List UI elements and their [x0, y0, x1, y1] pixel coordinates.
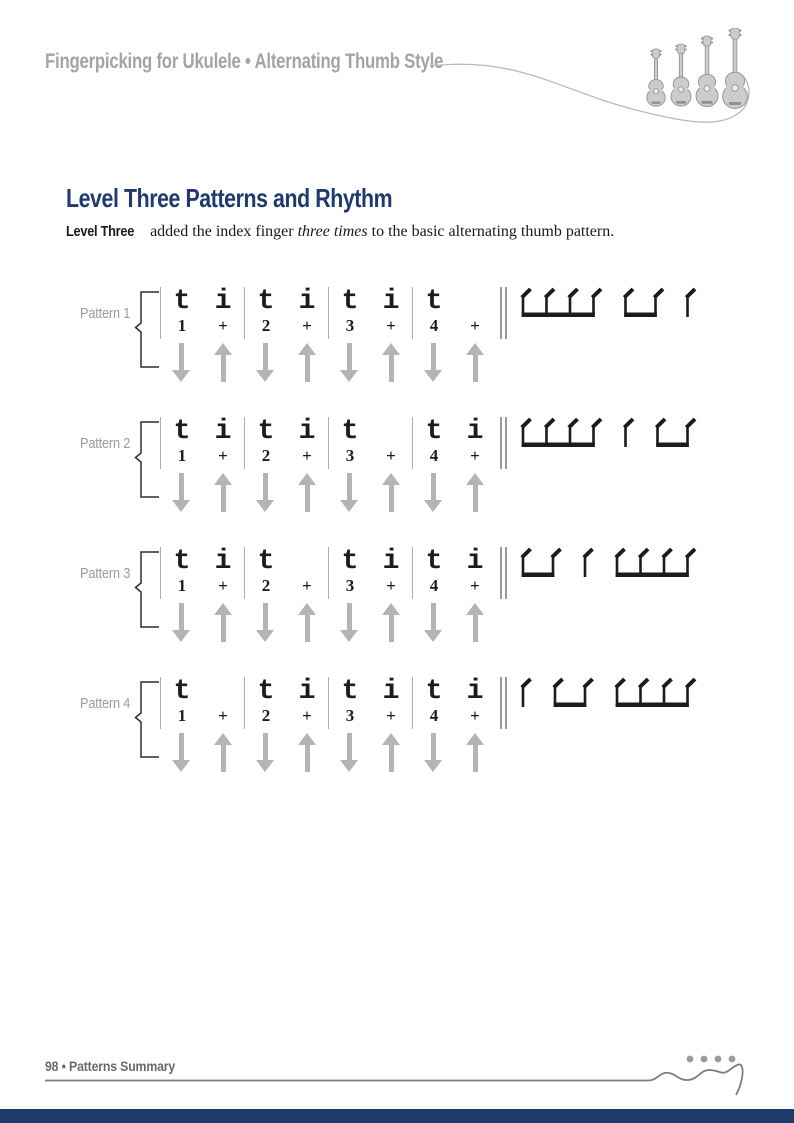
up-strum-arrow-icon: [298, 473, 316, 512]
finger-letter: t: [173, 286, 191, 317]
beat-count: 4: [429, 706, 439, 725]
beat-cell: [244, 677, 287, 729]
beat-cell: [370, 287, 412, 339]
finger-letter: t: [425, 546, 443, 577]
footer-section-name: Patterns Summary: [69, 1058, 176, 1074]
finger-letter: t: [341, 286, 359, 317]
beat-cell: [244, 547, 287, 599]
beat-count: 1: [177, 446, 187, 465]
down-strum-arrow-icon: [172, 343, 190, 382]
intro-text: to the basic alternating thumb pattern.: [367, 223, 615, 240]
pattern-label: Pattern 4: [80, 695, 131, 712]
intro-text: added the index finger: [146, 223, 298, 240]
up-strum-arrow-icon: [298, 343, 316, 382]
beat-count: 1: [177, 706, 187, 725]
down-strum-arrow-icon: [256, 343, 274, 382]
up-strum-arrow-icon: [382, 473, 400, 512]
ukulele-icon: [696, 36, 718, 107]
up-strum-arrow-icon: [382, 733, 400, 772]
finger-letter: t: [341, 546, 359, 577]
beat-cell: [412, 287, 455, 339]
finger-letter: t: [257, 416, 275, 447]
notation-grid: [160, 417, 496, 469]
pattern-bracket-icon: [134, 291, 160, 369]
down-strum-arrow-icon: [424, 343, 442, 382]
header-decoration: [418, 28, 794, 140]
beat-count: 4: [429, 316, 439, 335]
beat-cell: [202, 677, 244, 729]
double-barline: [500, 417, 509, 469]
down-strum-arrow-icon: [340, 603, 358, 642]
down-strum-arrow-icon: [424, 603, 442, 642]
pattern-bracket-icon: [134, 421, 160, 499]
down-strum-arrow-icon: [424, 733, 442, 772]
ukulele-icon: [671, 44, 691, 106]
beat-cell: [244, 287, 287, 339]
beat-cell: [244, 417, 287, 469]
intro-emphasis: three times: [297, 223, 368, 240]
up-strum-arrow-icon: [214, 603, 232, 642]
finger-letter: i: [298, 416, 316, 447]
beat-cell: [160, 547, 203, 599]
ukulele-icon: [723, 28, 748, 109]
ukulele-icon: [647, 49, 665, 106]
pattern-row: [0, 277, 794, 407]
page-number: 98: [45, 1058, 59, 1074]
finger-letter: t: [425, 676, 443, 707]
notation-grid: [160, 287, 496, 339]
pattern-row: [0, 407, 794, 537]
tuning-peg-dots: [687, 1056, 736, 1063]
finger-letter: t: [257, 286, 275, 317]
beat-count: +: [386, 706, 396, 725]
pattern-label: Pattern 3: [80, 565, 131, 582]
beat-count: +: [302, 316, 312, 335]
down-strum-arrow-icon: [256, 603, 274, 642]
pattern-bracket-icon: [134, 681, 160, 759]
up-strum-arrow-icon: [214, 733, 232, 772]
beat-count: 2: [261, 446, 271, 465]
beat-cell: [202, 417, 244, 469]
beat-cell: [412, 547, 455, 599]
finger-letter: i: [466, 676, 484, 707]
beat-cell: [328, 417, 371, 469]
finger-letter: i: [382, 286, 400, 317]
notation-grid: [160, 547, 496, 599]
beat-cell: [328, 547, 371, 599]
beat-cell: [160, 287, 203, 339]
finger-letter: i: [466, 416, 484, 447]
beat-cell: [328, 287, 371, 339]
finger-letter: i: [214, 546, 232, 577]
finger-letter: i: [382, 546, 400, 577]
bottom-accent-bar: [0, 1109, 794, 1123]
finger-letter: [202, 677, 244, 707]
beat-cell: [454, 677, 496, 729]
beat-cell: [454, 547, 496, 599]
finger-letter: i: [214, 286, 232, 317]
beat-cell: [202, 547, 244, 599]
up-strum-arrow-icon: [298, 733, 316, 772]
beat-count: 3: [345, 446, 355, 465]
intro-paragraph: [66, 223, 614, 241]
finger-letter: i: [466, 546, 484, 577]
rhythm-notation: [518, 407, 718, 453]
down-strum-arrow-icon: [172, 733, 190, 772]
book-title: Fingerpicking for Ukulele • Alternating Thumb Style: [45, 50, 444, 73]
up-strum-arrow-icon: [466, 343, 484, 382]
up-strum-arrow-icon: [466, 733, 484, 772]
strum-arrows: [160, 473, 496, 512]
footer-rule-line: [45, 1064, 743, 1095]
up-strum-arrow-icon: [382, 343, 400, 382]
up-strum-arrow-icon: [298, 603, 316, 642]
beat-count: 2: [261, 316, 271, 335]
strum-arrows: [160, 343, 496, 382]
pattern-row: [0, 537, 794, 667]
beat-cell: [160, 417, 203, 469]
double-barline: [500, 547, 509, 599]
down-strum-arrow-icon: [256, 733, 274, 772]
up-strum-arrow-icon: [382, 603, 400, 642]
beat-count: +: [218, 446, 228, 465]
beat-count: +: [218, 706, 228, 725]
finger-letter: t: [425, 286, 443, 317]
beat-count: 1: [177, 316, 187, 335]
beat-count: 4: [429, 576, 439, 595]
beat-count: +: [302, 446, 312, 465]
beat-count: 3: [345, 576, 355, 595]
pattern-label: Pattern 2: [80, 435, 131, 452]
beat-cell: [370, 677, 412, 729]
beat-cell: [370, 417, 412, 469]
up-strum-arrow-icon: [214, 473, 232, 512]
finger-letter: t: [341, 416, 359, 447]
finger-letter: i: [382, 676, 400, 707]
beat-count: +: [302, 576, 312, 595]
beat-count: +: [218, 576, 228, 595]
beat-count: +: [386, 316, 396, 335]
section-title: Level Three Patterns and Rhythm: [66, 183, 393, 213]
beat-count: +: [386, 576, 396, 595]
beat-cell: [454, 417, 496, 469]
strum-arrows: [160, 603, 496, 642]
beat-count: 2: [261, 576, 271, 595]
finger-letter: t: [341, 676, 359, 707]
finger-letter: t: [257, 546, 275, 577]
down-strum-arrow-icon: [340, 473, 358, 512]
up-strum-arrow-icon: [214, 343, 232, 382]
beat-cell: [412, 417, 455, 469]
down-strum-arrow-icon: [340, 343, 358, 382]
footer-separator: •: [61, 1058, 66, 1074]
finger-letter: t: [425, 416, 443, 447]
finger-letter: [454, 287, 496, 317]
beat-count: 1: [177, 576, 187, 595]
beat-cell: [286, 547, 328, 599]
finger-letter: [286, 547, 328, 577]
beat-count: +: [470, 316, 480, 335]
beat-cell: [286, 417, 328, 469]
finger-letter: i: [214, 416, 232, 447]
beat-count: 2: [261, 706, 271, 725]
double-barline: [500, 677, 509, 729]
beat-count: +: [302, 706, 312, 725]
double-barline: [500, 287, 509, 339]
beat-count: 3: [345, 706, 355, 725]
up-strum-arrow-icon: [466, 603, 484, 642]
beat-count: +: [218, 316, 228, 335]
strum-arrows: [160, 733, 496, 772]
pattern-label: Pattern 1: [80, 305, 131, 322]
finger-letter: t: [173, 416, 191, 447]
beat-count: +: [470, 706, 480, 725]
beat-count: 4: [429, 446, 439, 465]
beat-count: +: [470, 576, 480, 595]
finger-letter: t: [173, 546, 191, 577]
beat-cell: [370, 547, 412, 599]
beat-cell: [286, 677, 328, 729]
up-strum-arrow-icon: [466, 473, 484, 512]
beat-count: +: [386, 446, 396, 465]
finger-letter: i: [298, 286, 316, 317]
down-strum-arrow-icon: [172, 473, 190, 512]
down-strum-arrow-icon: [340, 733, 358, 772]
pattern-bracket-icon: [134, 551, 160, 629]
intro-lead: Level Three: [66, 223, 135, 240]
down-strum-arrow-icon: [256, 473, 274, 512]
down-strum-arrow-icon: [172, 603, 190, 642]
finger-letter: [370, 417, 412, 447]
finger-letter: t: [257, 676, 275, 707]
pattern-row: [0, 667, 794, 797]
finger-letter: t: [173, 676, 191, 707]
rhythm-notation: [518, 537, 718, 583]
beat-cell: [202, 287, 244, 339]
beat-cell: [454, 287, 496, 339]
beat-cell: [160, 677, 203, 729]
notation-grid: [160, 677, 496, 729]
beat-cell: [412, 677, 455, 729]
beat-count: 3: [345, 316, 355, 335]
rhythm-notation: [518, 667, 718, 713]
finger-letter: i: [298, 676, 316, 707]
beat-count: +: [470, 446, 480, 465]
rhythm-notation: [518, 277, 718, 323]
footer-flourish: [0, 1045, 794, 1115]
patterns-list: [0, 277, 794, 797]
beat-cell: [286, 287, 328, 339]
beat-cell: [328, 677, 371, 729]
down-strum-arrow-icon: [424, 473, 442, 512]
